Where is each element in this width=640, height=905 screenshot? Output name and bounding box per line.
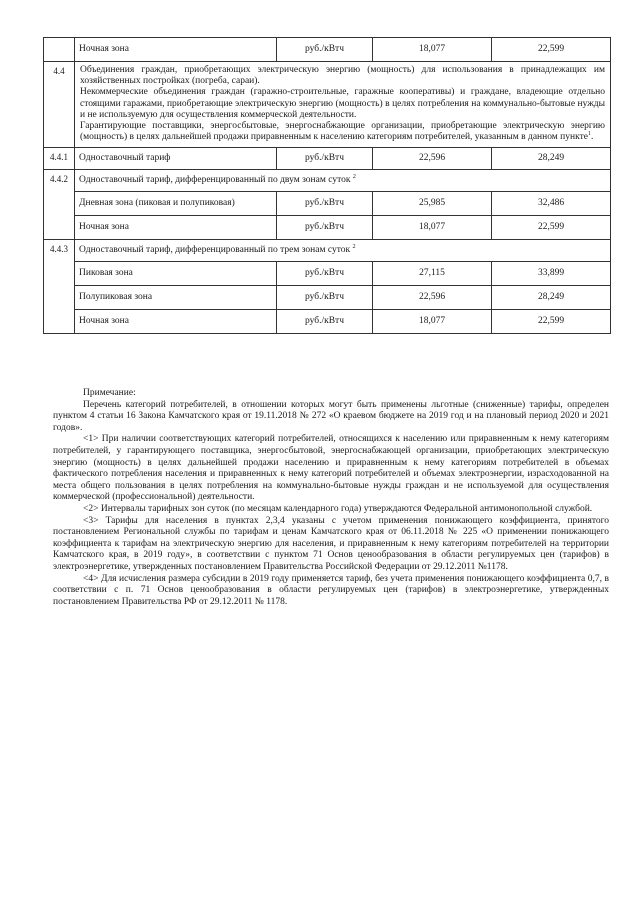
footnote-mark: 1 <box>587 131 591 138</box>
value-2019h1-cell: 18,077 <box>373 38 492 62</box>
section-description <box>75 62 611 148</box>
unit-cell: руб./кВтч <box>277 148 373 170</box>
section-paragraph-3-end: . <box>590 132 594 143</box>
row-number: 4.4.3 <box>44 240 75 334</box>
subsection-label <box>75 240 611 262</box>
value-2019h1-cell: 22,596 <box>373 286 492 310</box>
row-label: Пиковая зона <box>75 262 277 286</box>
section-paragraph-3-text: Гарантирующие поставщики, энергосбытовые, энергоснабжающие организации, приобретающие электрическую энергию (мощность) в целях дальнейшей продажи приравненным к населению категориям потребителей, указанным в данном пункте <box>80 121 605 143</box>
row-number: 4.4.1 <box>44 148 75 170</box>
section-paragraph-3 <box>80 121 605 143</box>
note-paragraph-2: <2> Интервалы тарифных зон суток (по месяцам календарного года) утверждаются Федеральной антимонопольной службой. <box>83 503 593 514</box>
unit-cell: руб./кВтч <box>277 310 373 334</box>
footnote-mark: 2 <box>352 174 356 181</box>
value-2019h1-cell: 18,077 <box>373 310 492 334</box>
row-label: Ночная зона <box>75 216 277 240</box>
value-2019h2-cell: 32,486 <box>492 192 611 216</box>
row-number: 4.4 <box>44 62 75 148</box>
subsection-label <box>75 170 611 192</box>
notes-section <box>53 388 609 608</box>
row-label: Полупиковая зона <box>75 286 277 310</box>
value-2019h2-cell: 33,899 <box>492 262 611 286</box>
section-paragraph-1: Объединения граждан, приобретающих электрическую энергию (мощность) для использования в принадлежащих им хозяйственных постройках (погреба, сараи). <box>80 65 605 87</box>
table-row <box>44 240 611 262</box>
row-label: Ночная зона <box>75 310 277 334</box>
value-2019h1-cell: 18,077 <box>373 216 492 240</box>
notes-title: Примечание: <box>83 388 136 398</box>
value-2019h2-cell: 22,599 <box>492 216 611 240</box>
value-2019h2-cell: 22,599 <box>492 38 611 62</box>
value-2019h1-cell: 22,596 <box>373 148 492 170</box>
value-2019h1-cell: 27,115 <box>373 262 492 286</box>
section-paragraph-2: Некоммерческие объединения граждан (гаражно-строительные, гаражные кооперативы) и граждане, владеющие отдельно стоящими гаражами, приобретающие электрическую энергию (мощность) в целях потребления на коммунально-бытовые нужды и не используемую для осуществления коммерческой деятельности. <box>80 87 605 120</box>
table-row <box>44 216 611 240</box>
tariff-table <box>43 37 611 334</box>
table-row <box>44 262 611 286</box>
note-paragraph-intro: Перечень категорий потребителей, в отношении которых могут быть применены льготные (сниженные) тарифы, определен пунктом 4 статьи 16 Закона Камчатского края от 19.11.2018 № 272 «О краевом бюджете на 2019 год и на плановый период 2020 и 2021 годов». <box>53 399 609 433</box>
unit-cell: руб./кВтч <box>277 286 373 310</box>
footnote-mark: 2 <box>352 244 356 251</box>
table-row <box>44 192 611 216</box>
note-paragraph-4: <4> Для исчисления размера субсидии в 2019 году применяется тариф, без учета применения понижающего коэффициента 0,7, в соответствии с п. 71 Основ ценообразования в области регулируемых цен (тарифов) в электроэнергетике, утвержденных постановлением Правительства РФ от 29.12.2011 № 1178. <box>53 573 609 607</box>
table-row <box>44 148 611 170</box>
unit-cell: руб./кВтч <box>277 216 373 240</box>
table-row <box>44 286 611 310</box>
note-paragraph-3: <3> Тарифы для населения в пунктах 2,3,4 указаны с учетом применения понижающего коэффициента, принятого постановлением Региональной службы по тарифам и ценам Камчатского края от 06.11.2018 № 225 «О применении понижающего коэффициента к тарифам на электрическую энергию для населения, и приравненным к нему категориям потребителей на территории Камчатского края, в 2019 году», в соответствии с пунктом 71 Основ ценообразования в области регулируемых цен (тарифов) в электроэнергетике, утвержденных постановлением Правительства Российской Федерации от 29.12.2011 №1178. <box>53 515 609 572</box>
unit-cell: руб./кВтч <box>277 38 373 62</box>
unit-cell: руб./кВтч <box>277 192 373 216</box>
row-number: 4.4.2 <box>44 170 75 240</box>
note-paragraph-1: <1> При наличии соответствующих категорий потребителей, относящихся к населению или приравненным к нему категориям потребителей, у гарантирующего поставщика, энергосбытовой, энергоснабжающей организации, приобретающих электрическую энергию (мощность) в целях дальнейшей продажи населению и приравненным к нему категориям потребителей в объемах фактического потребления населения и приравненных к нему категорий потребителей и объемах электроэнергии, израсходованной на места общего пользования в целях потребления на коммунально-бытовые нужды граждан и не используемой для осуществления коммерческой (профессиональной) деятельности. <box>53 434 609 503</box>
table-row <box>44 170 611 192</box>
row-number-cell <box>44 38 75 62</box>
value-2019h2-cell: 28,249 <box>492 286 611 310</box>
table-row <box>44 310 611 334</box>
value-2019h1-cell: 25,985 <box>373 192 492 216</box>
row-label: Ночная зона <box>75 38 277 62</box>
table-row <box>44 38 611 62</box>
subsection-label-text: Одноставочный тариф, дифференцированный по двум зонам суток <box>79 175 351 186</box>
unit-cell: руб./кВтч <box>277 262 373 286</box>
value-2019h2-cell: 28,249 <box>492 148 611 170</box>
value-2019h2-cell: 22,599 <box>492 310 611 334</box>
subsection-label-text: Одноставочный тариф, дифференцированный по трем зонам суток <box>79 245 351 256</box>
row-label: Дневная зона (пиковая и полупиковая) <box>75 192 277 216</box>
table-row-section-4-4 <box>44 62 611 148</box>
row-label: Одноставочный тариф <box>75 148 277 170</box>
